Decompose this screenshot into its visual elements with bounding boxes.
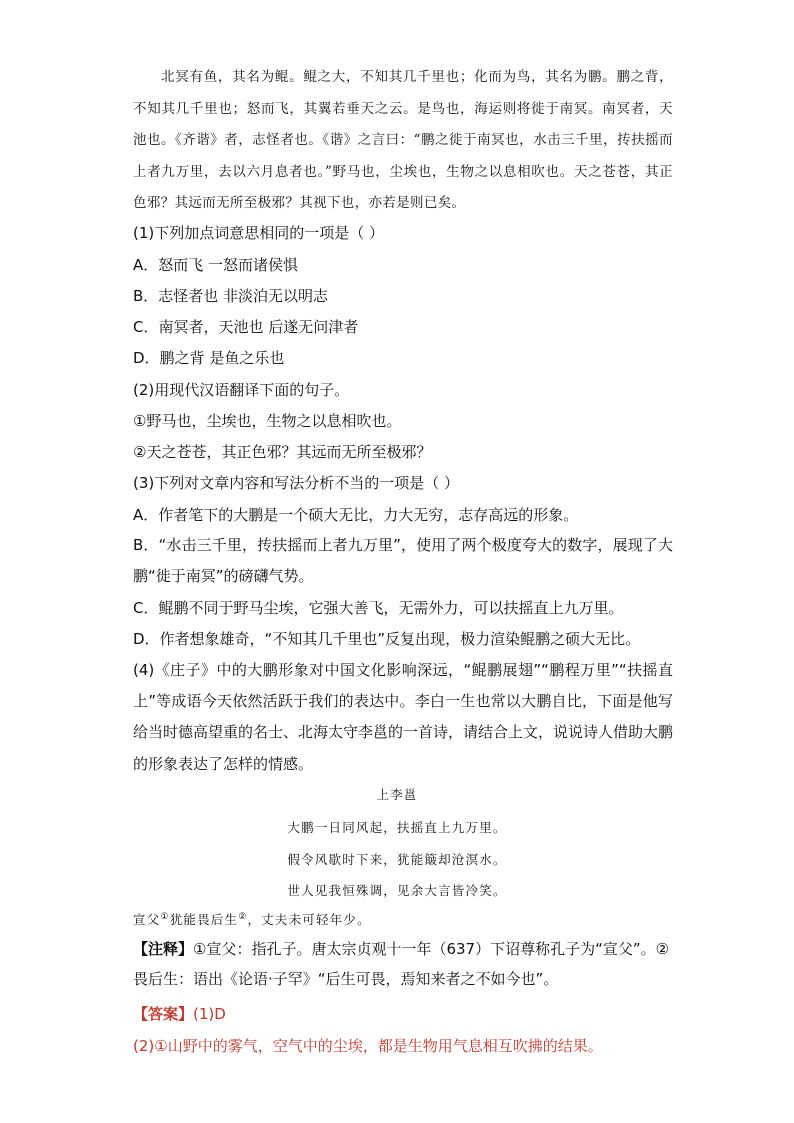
poem-line-4-b: 犹能畏后生 — [169, 912, 239, 927]
q2-sentence-2: ②天之苍苍，其正色邪？其远而无所至极邪？ — [133, 443, 432, 461]
answer-2: (2)①山野中的雾气，空气中的尘埃，都是生物用气息相互吹拂的结果。 — [133, 1037, 603, 1055]
poem-line-4 — [133, 910, 371, 928]
q3-option-a: A．作者笔下的大鹏是一个硕大无比，力大无穷，志存高远的形象。 — [133, 506, 579, 524]
q3-stem: (3)下列对文章内容和写法分析不当的一项是（ ） — [133, 474, 460, 492]
q1-option-d: D．鹏之背 是鱼之乐也 — [133, 349, 285, 367]
q3-option-d: D．作者想象雄奇，“不知其几千里也”反复出现，极力渲染鲲鹏之硕大无比。 — [133, 630, 641, 648]
q3-option-c: C．鲲鹏不同于野马尘埃，它强大善飞，无需外力，可以扶摇直上九万里。 — [133, 599, 624, 617]
q1-stem: (1)下列加点词意思相同的一项是（ ） — [133, 224, 385, 242]
poem-title: 上李邕 — [376, 787, 418, 802]
q1-option-c: C．南冥者，天池也 后遂无问津者 — [133, 318, 359, 336]
poem-line-2: 假令风歇时下来，犹能簸却沧溟水。 — [287, 852, 507, 867]
annotation — [133, 934, 673, 994]
q2-sentence-1: ①野马也，尘埃也，生物之以息相吹也。 — [133, 412, 402, 430]
poem-line-4-c: ，丈夫未可轻年少。 — [247, 912, 371, 927]
poem-line-1: 大鹏一日同风起，扶摇直上九万里。 — [287, 820, 507, 835]
passage-body: 北冥有鱼，其名为鲲。鲲之大，不知其几千里也；化而为鸟，其名为鹏。鹏之背，不知其几千里也；怒而飞，其翼若垂天之云。是鸟也，海运则将徙于南冥。南冥者，天池也。《齐谐》者，志怪者也。《谐》之言曰：“鹏之徙于南冥也，水击三千里，抟扶摇而上者九万里，去以六月息者也。”野马也，尘埃也，生物之以息相吹也。天之苍苍，其正色邪？其远而无所至极邪？其视下也，亦若是则已矣。 — [133, 69, 673, 212]
q4-stem: (4)《庄子》中的大鹏形象对中国文化影响深远，“鲲鹏展翅”“鹏程万里”“扶摇直上”等成语今天依然活跃于我们的表达中。李白一生也常以大鹏自比，下面是他写给当时德高望重的名士、北海太守李邕的一首诗，请结合上文，说说诗人借助大鹏的形象表达了怎样的情感。 — [133, 661, 674, 773]
note-marker-2: ② — [238, 911, 248, 922]
passage-text — [133, 62, 673, 220]
q2-stem: (2)用现代汉语翻译下面的句子。 — [133, 381, 350, 399]
answer-line-1 — [133, 1003, 226, 1024]
answer-1: (1)D — [193, 1005, 226, 1023]
answer-tag: 【答案】 — [133, 1005, 194, 1023]
poem-line-3: 世人见我恒殊调，见余大言皆冷笑。 — [287, 883, 507, 898]
q3-option-b: B．“水击三千里，抟扶摇而上者九万里”，使用了两个极度夸大的数字，展现了大鹏“徙于南冥”的磅礴气势。 — [133, 536, 673, 586]
annotation-text: ①宣父：指孔子。唐太宗贞观十一年（637）下诏尊称孔子为“宣父”。②畏后生：语出《论语·子罕》“后生可畏，焉知来者之不如今也”。 — [133, 940, 670, 988]
q1-option-b: B．志怪者也 非淡泊无以明志 — [133, 287, 329, 305]
poem-line-4-a: 宣父 — [133, 912, 161, 927]
note-marker-1: ① — [160, 911, 170, 922]
passage-indent — [133, 69, 161, 85]
annotation-tag: 【注释】 — [133, 940, 194, 958]
q1-option-a: A．怒而飞 一怒而诸侯惧 — [133, 256, 299, 274]
